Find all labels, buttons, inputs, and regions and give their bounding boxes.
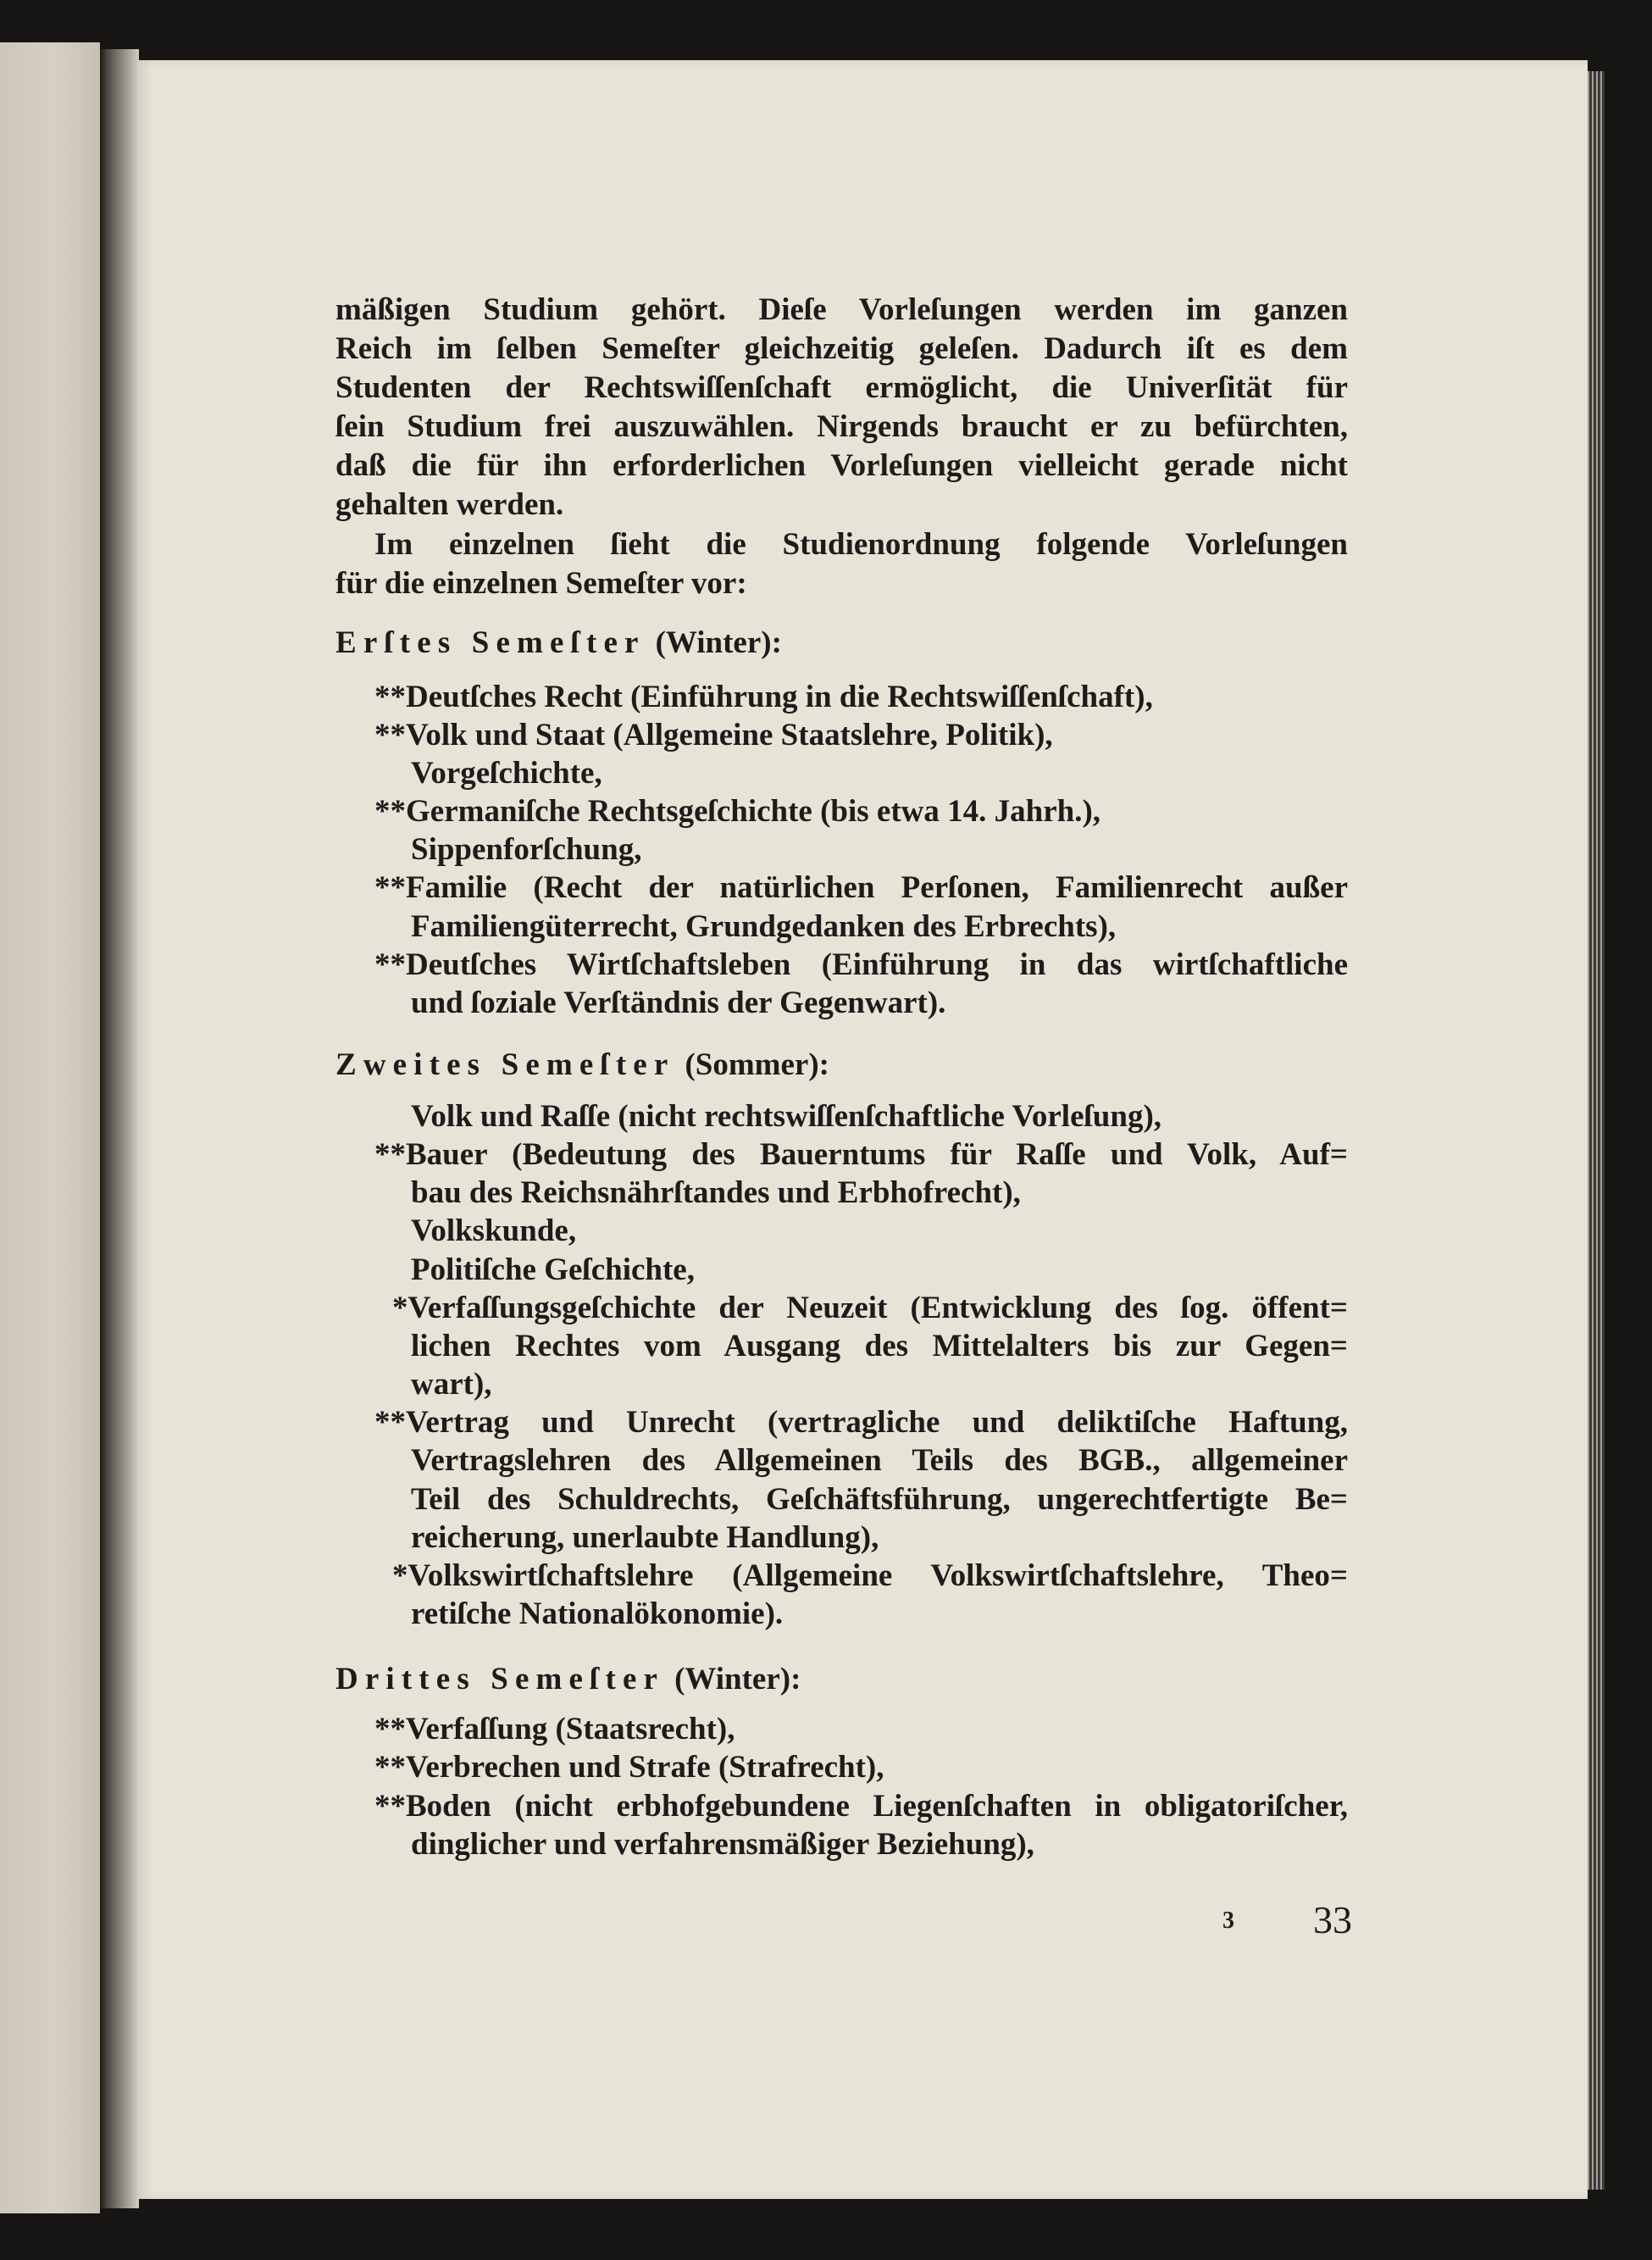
book-gutter [100, 49, 139, 2208]
course-line: Teil des Schuldrechts, Geſchäftsführung, ungerechtfertigte Be= [411, 1481, 1348, 1517]
page-stack-edges [1588, 71, 1605, 2190]
course-line: **Vertrag und Unrecht (vertragliche und deliktiſche Haftung, [374, 1405, 1348, 1441]
course-line: Volkskunde, [411, 1213, 577, 1249]
course-line: **Deutſches Wirtſchaftsleben (Einführung in das wirtſchaftliche [374, 947, 1348, 982]
text-line: Reich im ſelben Semeſter gleichzeitig geleſen. Dadurch iſt es dem [335, 331, 1348, 367]
course-line: **Verfaſſung (Staatsrecht), [374, 1712, 735, 1746]
semester-heading-title: Zweites Semeſter [335, 1047, 675, 1082]
intro-paragraph [335, 291, 1348, 603]
semester-1-courses [335, 678, 1348, 1022]
course-line: dinglicher und verfahrensmäßiger Beziehung), [411, 1826, 1034, 1862]
semester-heading-title: Erſtes Semeſter [335, 625, 646, 660]
text-line: mäßigen Studium gehört. Dieſe Vorleſungen werden im ganzen [335, 292, 1348, 327]
course-line: lichen Rechtes vom Ausgang des Mittelalters bis zur Gegen= [411, 1328, 1348, 1363]
text-line: Studenten der Rechtswiſſenſchaft ermöglicht, die Univerſität für [335, 370, 1348, 406]
course-line: Familiengüterrecht, Grundgedanken des Erbrechts), [411, 908, 1117, 944]
semester-heading-2 [335, 1046, 1348, 1085]
signature-mark: 3 [1222, 1907, 1234, 1934]
text-line: gehalten werden. [335, 487, 564, 523]
semester-heading-season: (Winter): [674, 1662, 801, 1696]
course-line: und ſoziale Verſtändnis der Gegenwart). [411, 985, 946, 1020]
text-line: Im einzelnen ſieht die Studienordnung folgende Vorleſungen [374, 526, 1348, 562]
course-line: bau des Reichsnährſtandes und Erbhofrecht), [411, 1175, 1021, 1211]
course-line: retiſche Nationalökonomie). [411, 1596, 784, 1632]
course-line: reicherung, unerlaubte Handlung), [411, 1519, 879, 1555]
text-line: daß die für ihn erforderlichen Vorleſungen vielleicht gerade nicht [335, 448, 1348, 484]
text-line: ſein Studium frei auszuwählen. Nirgends braucht er zu befürchten, [335, 409, 1348, 445]
course-line: **Bauer (Bedeutung des Bauerntums für Raſſe und Volk, Auf= [374, 1137, 1348, 1173]
course-line: *Verfaſſungsgeſchichte der Neuzeit (Entwicklung des ſog. öffent= [392, 1290, 1348, 1325]
course-line: **Boden (nicht erbhofgebundene Liegenſchaften in obligatoriſcher, [374, 1788, 1348, 1824]
page-number: 33 [1313, 1898, 1352, 1941]
semester-2-courses [335, 1097, 1348, 1633]
semester-heading-3 [335, 1660, 1348, 1699]
course-line: Vorgeſchichte, [411, 756, 602, 791]
course-line: **Volk und Staat (Allgemeine Staatslehre, Politik), [374, 718, 1053, 753]
course-line: **Germaniſche Rechtsgeſchichte (bis etwa 14. Jahrh.), [374, 794, 1101, 830]
course-line: Politiſche Geſchichte, [411, 1252, 695, 1287]
text-line: für die einzelnen Semeſter vor: [335, 565, 747, 601]
course-line: Vertragslehren des Allgemeinen Teils des BGB., allgemeiner [411, 1443, 1348, 1479]
semester-heading-season: (Winter): [655, 625, 782, 660]
semester-3-courses [335, 1710, 1348, 1863]
course-line: Sippenforſchung, [411, 832, 642, 868]
semester-heading-title: Drittes Semeſter [335, 1662, 665, 1696]
course-line: *Volkswirtſchaftslehre (Allgemeine Volkswirtſchaftslehre, Theo= [392, 1558, 1348, 1593]
course-line: wart), [411, 1367, 492, 1402]
semester-heading-1 [335, 624, 1348, 663]
facing-page-edge [0, 42, 100, 2213]
course-line: Volk und Raſſe (nicht rechtswiſſenſchaftliche Vorleſung), [411, 1099, 1162, 1134]
course-line: **Familie (Recht der natürlichen Perſonen, Familienrecht außer [374, 870, 1348, 906]
course-line: **Deutſches Recht (Einführung in die Rechtswiſſenſchaft), [374, 680, 1153, 714]
semester-heading-season: (Sommer): [685, 1047, 829, 1082]
course-line: **Verbrechen und Strafe (Strafrecht), [374, 1750, 884, 1785]
